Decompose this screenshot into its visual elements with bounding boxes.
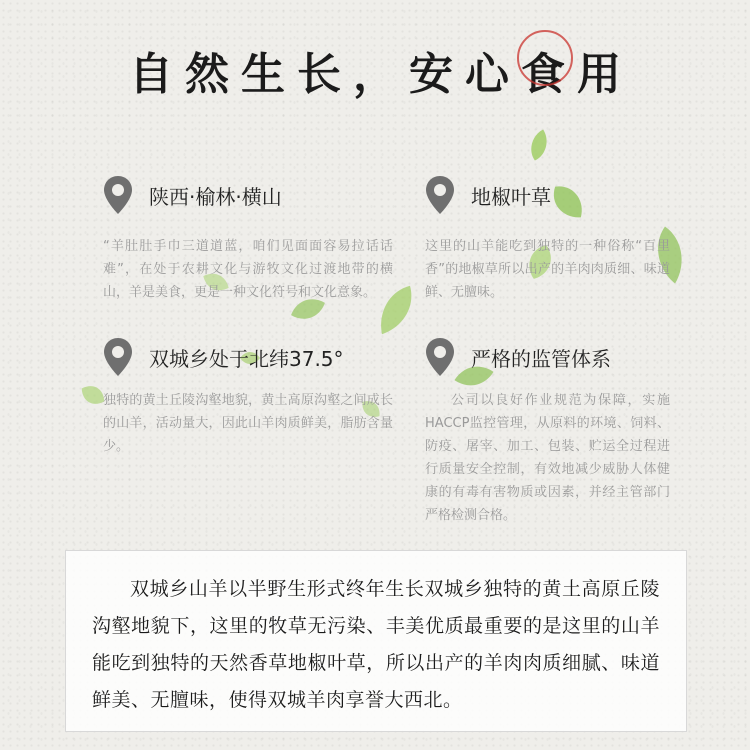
- section-title: 双城乡处于北纬37.5°: [149, 346, 344, 371]
- headline-char: 心: [465, 49, 509, 100]
- section-body: 公司以良好作业规范为保障，实施HACCP监控管理，从原料的环境、饲料、防疫、屠宰、加工、包装、贮运全过程进行质量安全控制，有效地减少威胁人体健康的有毒有害物质或因素，并经主管部门严格检测合格。: [425, 393, 670, 523]
- location-pin-icon: [425, 175, 455, 215]
- section-title: 地椒叶草: [471, 184, 551, 209]
- section-body: 这里的山羊能吃到独特的一种俗称“百里香”的地椒草所以出产的羊肉肉质细、味道鲜、无膻味。: [425, 239, 670, 300]
- location-pin-icon: [425, 337, 455, 377]
- headline-char: 安: [409, 49, 453, 100]
- headline-char: 用: [577, 49, 621, 100]
- leaf-icon: [528, 128, 550, 162]
- headline-char: ，: [353, 49, 397, 100]
- headline-char: 自: [129, 49, 173, 100]
- location-pin-icon: [103, 175, 133, 215]
- headline-char: 长: [297, 49, 341, 100]
- feature-section-supervision: [425, 337, 670, 527]
- section-body: 独特的黄土丘陵沟壑地貌，黄土高原沟壑之间成长的山羊，活动量大，因此山羊肉质鲜美，脂肪含量少。: [103, 393, 393, 454]
- location-pin-icon: [103, 337, 133, 377]
- summary-text: 双城乡山羊以半野生形式终年生长双城乡独特的黄土高原丘陵沟壑地貌下，这里的牧草无污染、丰美优质最重要的是这里的山羊能吃到独特的天然香草地椒叶草，所以出产的羊肉肉质细腻、味道鲜美、无膻味，使得双城羊肉享誉大西北。: [92, 578, 660, 711]
- feature-section-herb: [425, 175, 670, 304]
- summary-box: [65, 550, 687, 732]
- section-title: 陕西·榆林·横山: [149, 184, 282, 209]
- section-body: “羊肚肚手巾三道道蓝，咱们见面面容易拉话话难”，在处于农耕文化与游牧文化过渡地带的横山，羊是美食，更是一种文化符号和文化意象。: [103, 239, 393, 300]
- headline-char: 然: [185, 49, 229, 100]
- feature-section-location: [103, 175, 393, 304]
- section-title: 严格的监管体系: [471, 346, 611, 371]
- headline-char-circled: 食: [515, 38, 571, 102]
- feature-section-latitude: [103, 337, 393, 458]
- page-headline: [0, 30, 750, 110]
- headline-char: 生: [241, 49, 285, 100]
